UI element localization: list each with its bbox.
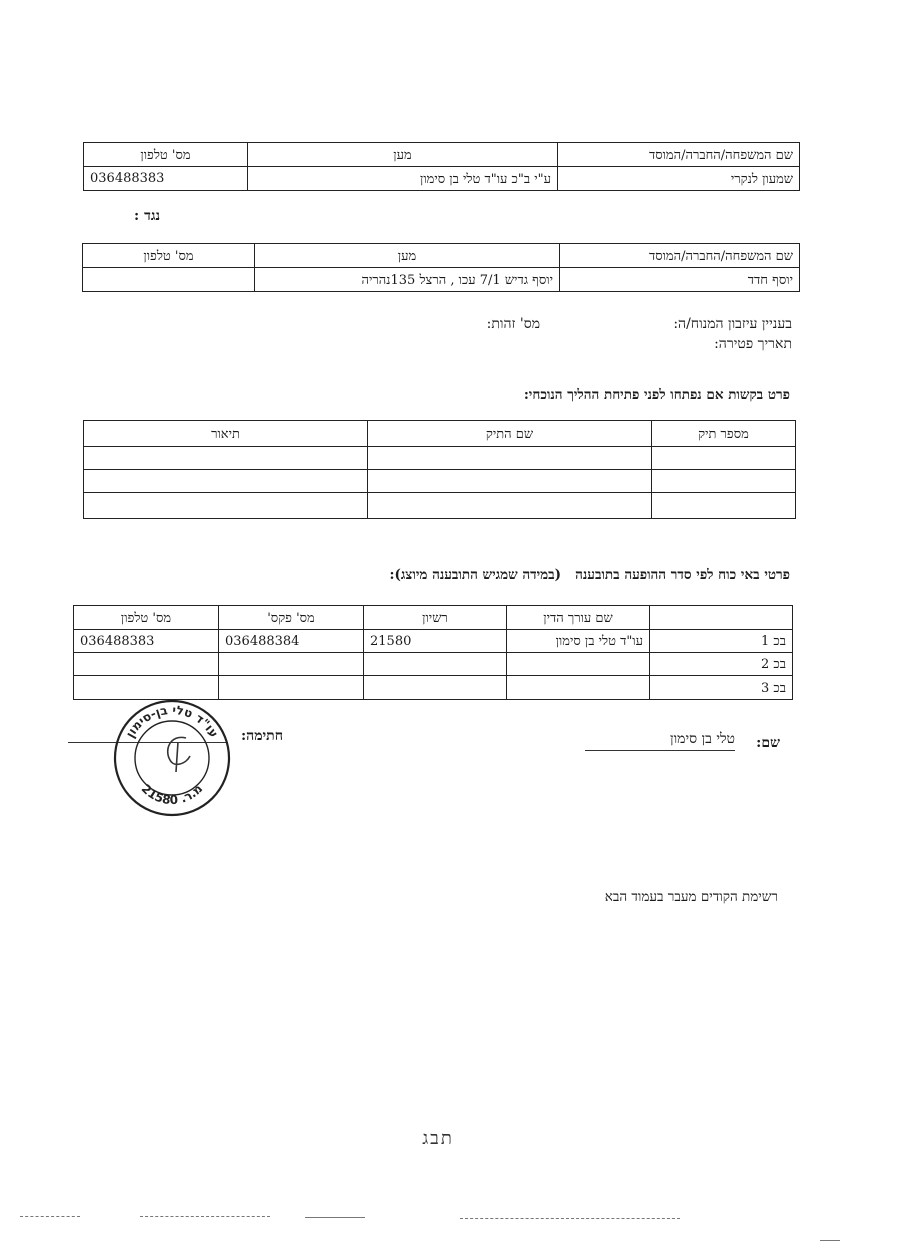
name-underline bbox=[585, 750, 735, 751]
attorneys-table bbox=[73, 605, 793, 700]
prior-requests-table bbox=[83, 420, 796, 519]
defendant-address: יוסף גדיש 7/1 עכו , הרצל 135נהריה bbox=[255, 268, 560, 292]
table-cell bbox=[652, 470, 796, 493]
table-cell bbox=[507, 676, 650, 700]
table-cell bbox=[219, 676, 364, 700]
header-phone: מס' טלפון bbox=[74, 606, 219, 630]
header-case-name: שם התיק bbox=[368, 421, 652, 447]
scan-line bbox=[20, 1216, 80, 1217]
table-cell bbox=[364, 653, 507, 676]
plaintiff-address: ע"י ב"כ עו"ד טלי בן סימון bbox=[248, 167, 558, 191]
header-family-name: שם המשפחה/החברה/המוסד bbox=[560, 244, 800, 268]
svg-text:מ.ר. 21580 bbox=[139, 782, 206, 808]
table-cell bbox=[368, 493, 652, 519]
header-phone: מס' טלפון bbox=[83, 244, 255, 268]
id-label: מס' זהות: bbox=[486, 316, 540, 332]
attorney-stamp bbox=[112, 698, 232, 818]
page-mark: תבג bbox=[422, 1128, 454, 1149]
header-case-number: מספר תיק bbox=[652, 421, 796, 447]
scan-line bbox=[460, 1218, 680, 1219]
header-family-name: שם המשפחה/החברה/המוסד bbox=[558, 143, 800, 167]
header-row-label bbox=[650, 606, 793, 630]
plaintiff-name: שמעון לנקרי bbox=[558, 167, 800, 191]
scan-line bbox=[820, 1240, 840, 1241]
deceased-label: בעניין עיזבון המנוח/ה: bbox=[673, 316, 792, 332]
stamp-top-text: עו"ד טלי בן-סימון bbox=[122, 702, 222, 741]
table-cell bbox=[74, 676, 219, 700]
table-cell bbox=[74, 653, 219, 676]
scan-line bbox=[140, 1216, 270, 1217]
name-value: טלי בן סימון bbox=[670, 731, 735, 747]
attorney-name: עו"ד טלי בן סימון bbox=[507, 630, 650, 653]
attorneys-title: פרטי באי כוח לפי סדר ההופעה בתובענה (במידה שמגיש התובענה מיוצג): bbox=[389, 567, 790, 583]
table-cell bbox=[219, 653, 364, 676]
defendant-name: יוסף חדד bbox=[560, 268, 800, 292]
header-address: מען bbox=[255, 244, 560, 268]
header-phone: מס' טלפון bbox=[84, 143, 248, 167]
header-fax: מס' פקס' bbox=[219, 606, 364, 630]
attorney-row-label: בכ 3 bbox=[650, 676, 793, 700]
against-label: נגד : bbox=[134, 208, 160, 224]
scan-line bbox=[305, 1217, 365, 1218]
defendant-phone bbox=[83, 268, 255, 292]
attorney-phone: 036488383 bbox=[74, 630, 219, 653]
plaintiff-phone: 036488383 bbox=[84, 167, 248, 191]
attorney-fax: 036488384 bbox=[219, 630, 364, 653]
plaintiffs-table bbox=[83, 142, 800, 191]
table-cell bbox=[507, 653, 650, 676]
table-cell bbox=[364, 676, 507, 700]
attorney-license: 21580 bbox=[364, 630, 507, 653]
header-attorney-name: שם עורך הדין bbox=[507, 606, 650, 630]
table-cell bbox=[84, 470, 368, 493]
death-date-label: תאריך פטירה: bbox=[714, 336, 792, 352]
prior-requests-title: פרט בקשות אם נפתחו לפני פתיחת ההליך הנוכחי: bbox=[523, 387, 790, 403]
table-cell bbox=[84, 493, 368, 519]
header-address: מען bbox=[248, 143, 558, 167]
attorney-row-label: בכ 1 bbox=[650, 630, 793, 653]
header-description: תיאור bbox=[84, 421, 368, 447]
stamp-bottom-text: מ.ר. 21580 bbox=[138, 781, 206, 808]
table-cell bbox=[368, 447, 652, 470]
table-cell bbox=[652, 493, 796, 519]
name-label: שם: bbox=[756, 735, 780, 751]
table-cell bbox=[652, 447, 796, 470]
attorney-row-label: בכ 2 bbox=[650, 653, 793, 676]
defendants-table bbox=[82, 243, 800, 292]
header-license: רשיון bbox=[364, 606, 507, 630]
table-cell bbox=[84, 447, 368, 470]
footer-note: רשימת הקודים מעבר בעמוד הבא bbox=[604, 889, 778, 905]
table-cell bbox=[368, 470, 652, 493]
signature-label: חתימה: bbox=[240, 728, 283, 744]
